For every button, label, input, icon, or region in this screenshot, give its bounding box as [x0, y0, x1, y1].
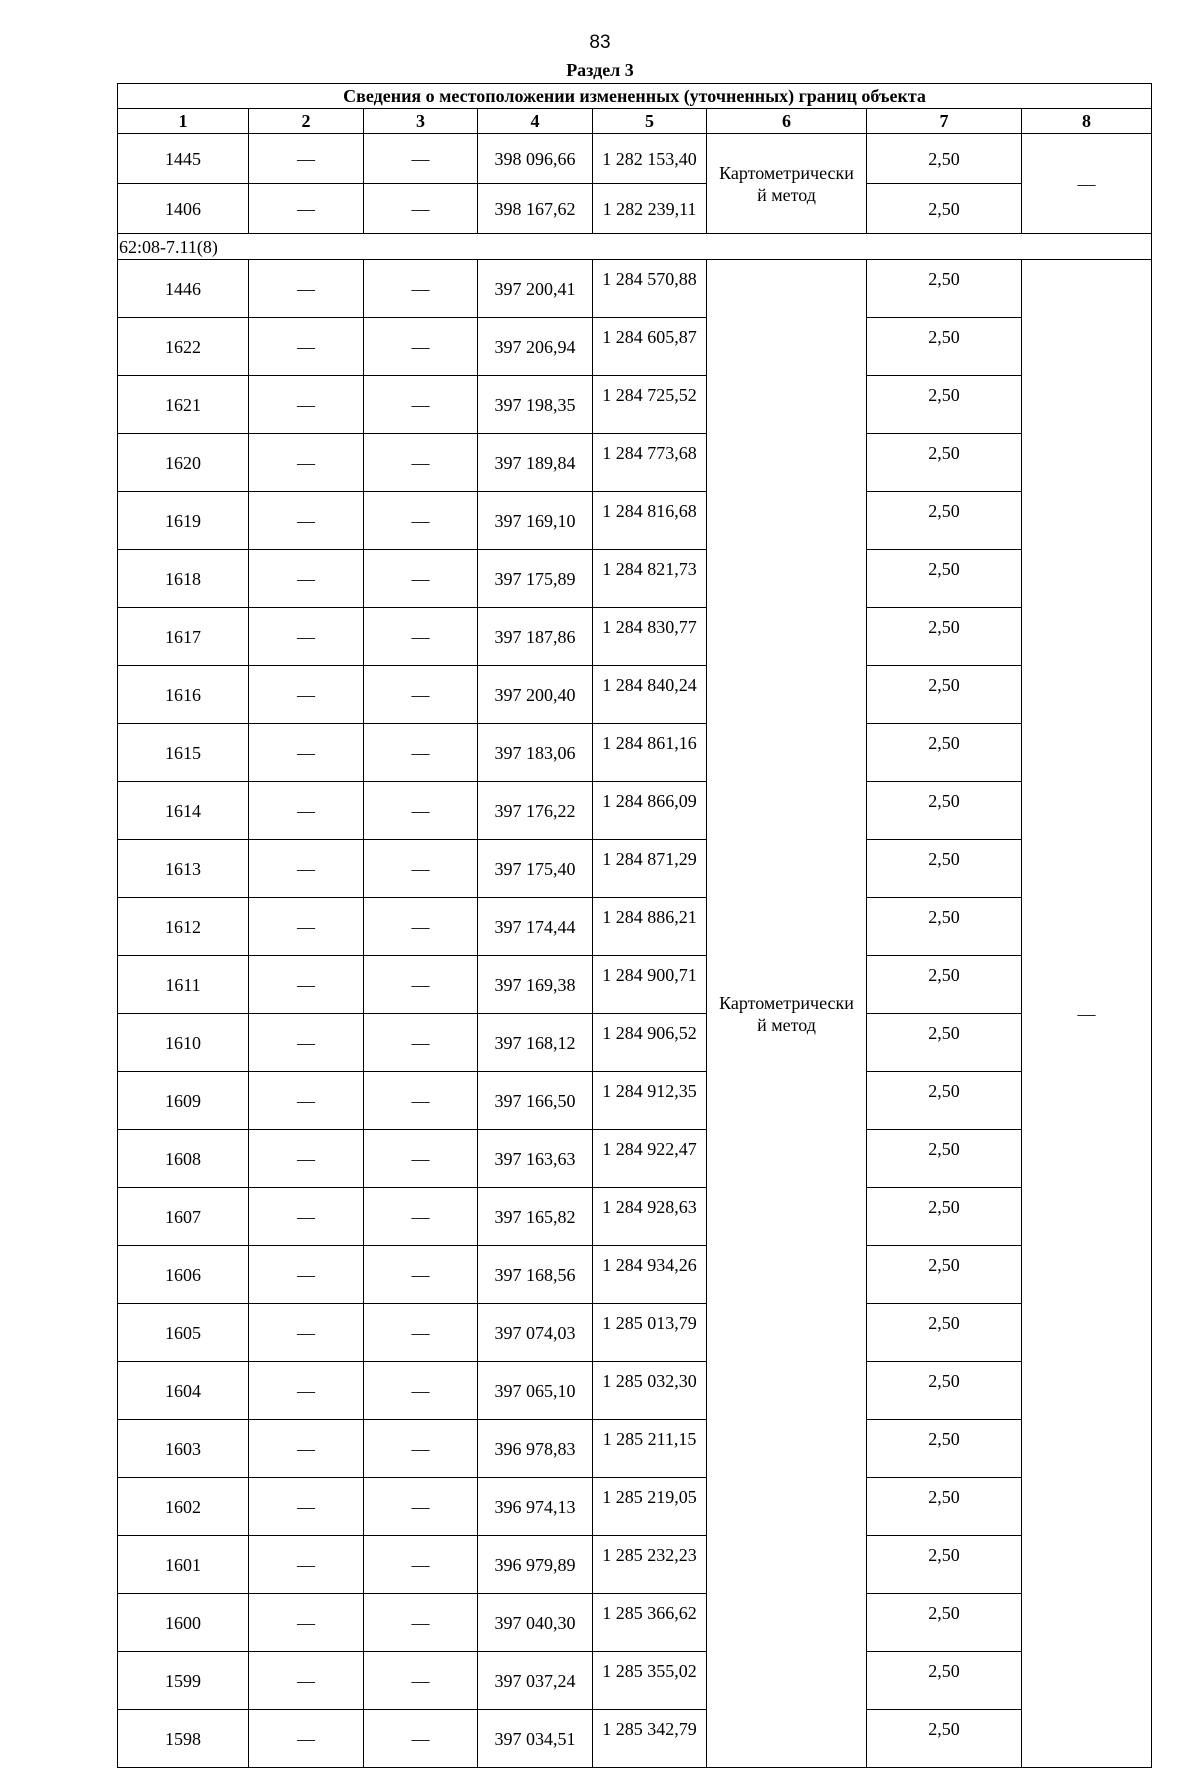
table-row: [118, 1420, 1152, 1478]
y-coordinate-cell: 1 285 232,23: [593, 1536, 707, 1594]
point-number-cell: 1445: [118, 134, 249, 184]
table-body: [118, 134, 1152, 1768]
dash-cell: —: [364, 666, 478, 724]
dash-cell: —: [364, 956, 478, 1014]
precision-cell: 2,50: [867, 1536, 1022, 1594]
point-number-cell: 1613: [118, 840, 249, 898]
point-number-cell: 1600: [118, 1594, 249, 1652]
table-row: [118, 666, 1152, 724]
x-coordinate-cell: 396 974,13: [478, 1478, 593, 1536]
table-row: [118, 1536, 1152, 1594]
x-coordinate-cell: 396 979,89: [478, 1536, 593, 1594]
point-number-cell: 1598: [118, 1710, 249, 1768]
table-row: [118, 608, 1152, 666]
precision-cell: 2,50: [867, 550, 1022, 608]
dash-cell: —: [364, 1188, 478, 1246]
y-coordinate-cell: 1 284 886,21: [593, 898, 707, 956]
table-row: [118, 550, 1152, 608]
precision-cell: 2,50: [867, 318, 1022, 376]
dash-cell: —: [249, 376, 364, 434]
y-coordinate-cell: 1 284 570,88: [593, 260, 707, 318]
dash-cell: —: [249, 134, 364, 184]
group-label: 62:08-7.11(8): [118, 234, 1152, 260]
dash-cell: —: [364, 318, 478, 376]
x-coordinate-cell: 397 065,10: [478, 1362, 593, 1420]
column-number: 1: [118, 109, 249, 134]
y-coordinate-cell: 1 285 342,79: [593, 1710, 707, 1768]
point-number-cell: 1620: [118, 434, 249, 492]
x-coordinate-cell: 397 176,22: [478, 782, 593, 840]
dash-cell: —: [364, 782, 478, 840]
dash-cell: —: [364, 1420, 478, 1478]
table-row: [118, 724, 1152, 782]
point-number-cell: 1609: [118, 1072, 249, 1130]
x-coordinate-cell: 397 200,41: [478, 260, 593, 318]
dash-cell: —: [364, 898, 478, 956]
dash-cell: —: [249, 666, 364, 724]
dash-cell: —: [249, 1536, 364, 1594]
x-coordinate-cell: 397 040,30: [478, 1594, 593, 1652]
dash-cell: —: [249, 434, 364, 492]
y-coordinate-cell: 1 285 366,62: [593, 1594, 707, 1652]
table-row: [118, 1246, 1152, 1304]
y-coordinate-cell: 1 284 906,52: [593, 1014, 707, 1072]
section-title: Раздел 3: [566, 60, 634, 80]
dash-cell: —: [249, 1072, 364, 1130]
y-coordinate-cell: 1 284 725,52: [593, 376, 707, 434]
precision-cell: 2,50: [867, 184, 1022, 234]
method-text-line1: Картометрически: [719, 162, 854, 183]
table-row: [118, 134, 1152, 184]
dash-cell: —: [364, 184, 478, 234]
dash-cell: —: [249, 1188, 364, 1246]
page-number: 83: [589, 32, 611, 53]
precision-cell: 2,50: [867, 1304, 1022, 1362]
table-row: [118, 840, 1152, 898]
group-label-row: [118, 234, 1152, 260]
method-text-line2: й метод: [757, 184, 816, 205]
table-row: [118, 1072, 1152, 1130]
point-number-cell: 1622: [118, 318, 249, 376]
precision-cell: 2,50: [867, 608, 1022, 666]
point-number-cell: 1608: [118, 1130, 249, 1188]
dash-cell: —: [249, 724, 364, 782]
dash-cell: —: [249, 550, 364, 608]
y-coordinate-cell: 1 284 922,47: [593, 1130, 707, 1188]
dash-cell: —: [249, 1246, 364, 1304]
dash-cell: —: [364, 1130, 478, 1188]
column-number: 3: [364, 109, 478, 134]
dash-cell: —: [249, 1304, 364, 1362]
dash-cell: —: [249, 260, 364, 318]
dash-cell: —: [249, 184, 364, 234]
x-coordinate-cell: 397 200,40: [478, 666, 593, 724]
precision-cell: 2,50: [867, 1362, 1022, 1420]
table-row: [118, 956, 1152, 1014]
y-coordinate-cell: 1 284 816,68: [593, 492, 707, 550]
dash-cell: —: [249, 1710, 364, 1768]
precision-cell: 2,50: [867, 666, 1022, 724]
y-coordinate-cell: 1 284 861,16: [593, 724, 707, 782]
point-number-cell: 1610: [118, 1014, 249, 1072]
point-number-cell: 1617: [118, 608, 249, 666]
table-row: [118, 1652, 1152, 1710]
x-coordinate-cell: 397 198,35: [478, 376, 593, 434]
dash-cell: —: [364, 1014, 478, 1072]
dash-cell: —: [249, 956, 364, 1014]
precision-cell: 2,50: [867, 434, 1022, 492]
precision-cell: 2,50: [867, 1014, 1022, 1072]
point-number-cell: 1614: [118, 782, 249, 840]
table-caption: Сведения о местоположении измененных (уточненных) границ объекта: [118, 84, 1152, 109]
dash-cell: —: [364, 1594, 478, 1652]
precision-cell: 2,50: [867, 782, 1022, 840]
dash-cell: —: [249, 898, 364, 956]
table-row: [118, 1188, 1152, 1246]
column-number: 7: [867, 109, 1022, 134]
x-coordinate-cell: 397 166,50: [478, 1072, 593, 1130]
precision-cell: 2,50: [867, 1130, 1022, 1188]
precision-cell: 2,50: [867, 376, 1022, 434]
y-coordinate-cell: 1 284 830,77: [593, 608, 707, 666]
table-row: [118, 1130, 1152, 1188]
precision-cell: 2,50: [867, 1420, 1022, 1478]
precision-cell: 2,50: [867, 1188, 1022, 1246]
precision-cell: 2,50: [867, 1246, 1022, 1304]
x-coordinate-cell: 397 187,86: [478, 608, 593, 666]
dash-cell: —: [364, 434, 478, 492]
method-text-line2: й метод: [757, 1014, 816, 1035]
table-row: [118, 1594, 1152, 1652]
precision-cell: 2,50: [867, 898, 1022, 956]
table-row: [118, 260, 1152, 318]
table-row: [118, 492, 1152, 550]
precision-cell: 2,50: [867, 134, 1022, 184]
dash-cell: —: [249, 608, 364, 666]
point-number-cell: 1607: [118, 1188, 249, 1246]
x-coordinate-cell: 396 978,83: [478, 1420, 593, 1478]
x-coordinate-cell: 397 189,84: [478, 434, 593, 492]
x-coordinate-cell: 397 168,12: [478, 1014, 593, 1072]
column-number-row: [118, 109, 1152, 134]
precision-cell: 2,50: [867, 956, 1022, 1014]
x-coordinate-cell: 397 206,94: [478, 318, 593, 376]
table-row: [118, 1362, 1152, 1420]
x-coordinate-cell: 397 163,63: [478, 1130, 593, 1188]
dash-cell: —: [249, 318, 364, 376]
dash-cell: —: [249, 492, 364, 550]
table-row: [118, 898, 1152, 956]
dash-cell: —: [364, 376, 478, 434]
column-number: 4: [478, 109, 593, 134]
y-coordinate-cell: 1 284 605,87: [593, 318, 707, 376]
y-coordinate-cell: 1 284 928,63: [593, 1188, 707, 1246]
point-number-cell: 1599: [118, 1652, 249, 1710]
y-coordinate-cell: 1 285 013,79: [593, 1304, 707, 1362]
y-coordinate-cell: 1 285 032,30: [593, 1362, 707, 1420]
y-coordinate-cell: 1 285 355,02: [593, 1652, 707, 1710]
x-coordinate-cell: 397 175,40: [478, 840, 593, 898]
dash-cell: —: [364, 724, 478, 782]
x-coordinate-cell: 397 168,56: [478, 1246, 593, 1304]
point-number-cell: 1616: [118, 666, 249, 724]
dash-cell: —: [249, 1362, 364, 1420]
y-coordinate-cell: 1 284 900,71: [593, 956, 707, 1014]
precision-cell: 2,50: [867, 260, 1022, 318]
dash-cell: —: [364, 1362, 478, 1420]
x-coordinate-cell: 397 037,24: [478, 1652, 593, 1710]
precision-cell: 2,50: [867, 492, 1022, 550]
x-coordinate-cell: 397 169,10: [478, 492, 593, 550]
y-coordinate-cell: 1 284 934,26: [593, 1246, 707, 1304]
table-row: [118, 1478, 1152, 1536]
y-coordinate-cell: 1 285 219,05: [593, 1478, 707, 1536]
table-row: [118, 318, 1152, 376]
dash-cell: —: [249, 840, 364, 898]
point-number-cell: 1615: [118, 724, 249, 782]
point-number-cell: 1601: [118, 1536, 249, 1594]
dash-cell: —: [364, 1478, 478, 1536]
point-number-cell: 1611: [118, 956, 249, 1014]
table-row: [118, 376, 1152, 434]
dash-cell: —: [364, 260, 478, 318]
dash-cell: —: [249, 1420, 364, 1478]
table-row: [118, 782, 1152, 840]
y-coordinate-cell: 1 282 153,40: [593, 134, 707, 184]
x-coordinate-cell: 397 169,38: [478, 956, 593, 1014]
dash-cell: —: [364, 492, 478, 550]
dash-cell: —: [364, 134, 478, 184]
coordinates-table: [117, 83, 1152, 1768]
precision-cell: 2,50: [867, 1478, 1022, 1536]
dash-cell: —: [249, 1594, 364, 1652]
x-coordinate-cell: 397 034,51: [478, 1710, 593, 1768]
precision-cell: 2,50: [867, 1072, 1022, 1130]
column-number: 6: [707, 109, 867, 134]
dash-cell: —: [364, 840, 478, 898]
dash-cell: —: [364, 1710, 478, 1768]
y-coordinate-cell: 1 284 821,73: [593, 550, 707, 608]
y-coordinate-cell: 1 285 211,15: [593, 1420, 707, 1478]
dash-cell: —: [249, 782, 364, 840]
point-number-cell: 1621: [118, 376, 249, 434]
point-number-cell: 1406: [118, 184, 249, 234]
y-coordinate-cell: 1 284 840,24: [593, 666, 707, 724]
dash-cell: —: [364, 1246, 478, 1304]
point-number-cell: 1612: [118, 898, 249, 956]
dash-cell: —: [249, 1478, 364, 1536]
y-coordinate-cell: 1 284 912,35: [593, 1072, 707, 1130]
y-coordinate-cell: 1 284 866,09: [593, 782, 707, 840]
x-coordinate-cell: 398 167,62: [478, 184, 593, 234]
dash-cell: —: [364, 1072, 478, 1130]
point-number-cell: 1605: [118, 1304, 249, 1362]
precision-cell: 2,50: [867, 1652, 1022, 1710]
column-number: 2: [249, 109, 364, 134]
dash-cell: —: [249, 1014, 364, 1072]
point-number-cell: 1619: [118, 492, 249, 550]
x-coordinate-cell: 397 183,06: [478, 724, 593, 782]
point-number-cell: 1606: [118, 1246, 249, 1304]
precision-cell: 2,50: [867, 1594, 1022, 1652]
method-cell: [707, 134, 867, 234]
column-8-dash-cell: —: [1022, 260, 1152, 1768]
x-coordinate-cell: 397 074,03: [478, 1304, 593, 1362]
x-coordinate-cell: 397 174,44: [478, 898, 593, 956]
dash-cell: —: [249, 1130, 364, 1188]
dash-cell: —: [364, 1304, 478, 1362]
point-number-cell: 1602: [118, 1478, 249, 1536]
table-row: [118, 434, 1152, 492]
point-number-cell: 1604: [118, 1362, 249, 1420]
dash-cell: —: [249, 1652, 364, 1710]
y-coordinate-cell: 1 284 871,29: [593, 840, 707, 898]
dash-cell: —: [364, 550, 478, 608]
y-coordinate-cell: 1 282 239,11: [593, 184, 707, 234]
precision-cell: 2,50: [867, 840, 1022, 898]
dash-cell: —: [364, 608, 478, 666]
method-cell: [707, 260, 867, 1768]
precision-cell: 2,50: [867, 1710, 1022, 1768]
column-number: 8: [1022, 109, 1152, 134]
point-number-cell: 1446: [118, 260, 249, 318]
precision-cell: 2,50: [867, 724, 1022, 782]
dash-cell: —: [364, 1536, 478, 1594]
table-row: [118, 184, 1152, 234]
x-coordinate-cell: 397 165,82: [478, 1188, 593, 1246]
column-number: 5: [593, 109, 707, 134]
dash-cell: —: [364, 1652, 478, 1710]
method-text-line1: Картометрически: [719, 992, 854, 1013]
table-row: [118, 1710, 1152, 1768]
y-coordinate-cell: 1 284 773,68: [593, 434, 707, 492]
table-row: [118, 1304, 1152, 1362]
table-row: [118, 1014, 1152, 1072]
column-8-dash-cell: —: [1022, 134, 1152, 234]
point-number-cell: 1603: [118, 1420, 249, 1478]
x-coordinate-cell: 398 096,66: [478, 134, 593, 184]
point-number-cell: 1618: [118, 550, 249, 608]
x-coordinate-cell: 397 175,89: [478, 550, 593, 608]
